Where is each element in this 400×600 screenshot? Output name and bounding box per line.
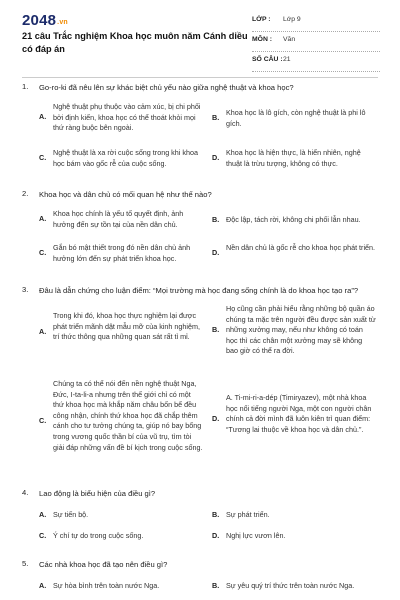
option-letter: A.: [39, 214, 47, 223]
option-letter: D.: [212, 414, 220, 423]
option-text: Chúng ta có thể nói đến nền nghệ thuật Nga, Đức, I-ta-li-a nhưng trên thế giới chỉ có một thứ khoa học mà khắp năm châu bốn bể đều công nhận, chính thứ khoa học đã chắp thêm cánh cho tư tưởng chúng ta, giúp nó bay bổng trong vương quốc thần bí của vũ trụ, tìm tòi giải đáp những vấn đề bí kịch trong cuộc sống.: [53, 379, 203, 452]
option-letter: C.: [39, 248, 47, 257]
logo-main: 2048: [22, 12, 57, 29]
meta-count-label: SỐ CÂU :: [252, 56, 283, 63]
document-title: 21 câu Trắc nghiệm Khoa học muôn năm Cánh diều có đáp án: [22, 31, 248, 54]
header: [0, 0, 400, 74]
option-text: Khoa học là hiện thực, là hiển nhiên, nghệ thuật là trừu tượng, không có thực.: [226, 148, 361, 168]
option-letter: A.: [39, 510, 47, 519]
option-text: Khoa học chính là yếu tố quyết định, ảnh hưởng đến sự tồn tại của nền dân chủ.: [53, 209, 184, 229]
question-text: Các nhà khoa học đã tạo nên điều gì?: [39, 560, 168, 569]
option-text: Sự yêu quý trí thức trên toàn nước Nga.: [226, 581, 355, 590]
option-text: Sự tiến bộ.: [53, 510, 89, 519]
option-text: Nghị lực vươn lên.: [226, 531, 286, 540]
option-text: Sự hòa bình trên toàn nước Nga.: [53, 581, 160, 590]
option-letter: B.: [212, 325, 220, 334]
meta-class-row: [252, 12, 380, 32]
question-number: 2.: [22, 189, 29, 198]
option-text: Khoa học là lô gích, còn nghệ thuật là phi lô gích.: [226, 108, 366, 128]
option-text: Ý chí tự do trong cuộc sống.: [53, 531, 144, 540]
option-letter: B.: [212, 510, 220, 519]
option-letter: D.: [212, 153, 220, 162]
meta-subject-value: Văn: [283, 36, 296, 43]
option-text: A. Ti-mi-ri-a-dép (Timiryazev), một nhà khoa học nổi tiếng người Nga, một con người chân chính cả đời mình đã luôn kiên trì quan điểm: “Tương lai thuộc về khoa học và dân chủ.”.: [226, 393, 372, 434]
question-text: Đâu là dẫn chứng cho luận điểm: “Mọi trường mà học đang sống chính là do khoa học tạo ra”?: [39, 286, 359, 295]
site-logo[interactable]: [22, 12, 68, 29]
option-letter: C.: [39, 531, 47, 540]
option-letter: B.: [212, 215, 220, 224]
meta-info: [252, 12, 380, 72]
option-text: Gắn bó mật thiết trong đó nền dân chủ ảnh hưởng lớn đến sự phát triển khoa học.: [53, 243, 191, 263]
option-letter: B.: [212, 113, 220, 122]
meta-subject-label: MÔN :: [252, 36, 273, 43]
question-number: 1.: [22, 82, 29, 91]
option-text: Độc lập, tách rời, không chi phối lẫn nhau.: [226, 215, 361, 224]
option-text: Nghệ thuật là xa rời cuộc sống trong khi khoa học bám vào gốc rễ của cuộc sống.: [53, 148, 198, 168]
option-letter: C.: [39, 416, 47, 425]
header-divider: [22, 77, 378, 78]
option-letter: D.: [212, 531, 220, 540]
option-letter: D.: [212, 248, 220, 257]
meta-class-label: LỚP :: [252, 16, 271, 23]
meta-count-row: [252, 52, 380, 72]
option-letter: B.: [212, 581, 220, 590]
question-text: Go-ro-ki đã nêu lên sự khác biệt chủ yếu nào giữa nghệ thuật và khoa học?: [39, 83, 294, 92]
option-text: Họ cũng cần phải hiểu rằng những bộ quần áo chúng ta mặc trên người đều được sản xuất từ những xưởng may, nếu như không có toán học thì các chân một xưởng may sẽ không bao giờ có thể ra đời.: [226, 304, 376, 356]
logo-tld: .vn: [57, 19, 68, 26]
meta-subject-row: [252, 32, 380, 52]
option-letter: A.: [39, 112, 47, 121]
option-letter: A.: [39, 327, 47, 336]
option-text: Nền dân chủ là gốc rễ cho khoa học phát triển.: [226, 243, 376, 252]
option-text: Sự phát triển.: [226, 510, 270, 519]
option-text: Nghệ thuật phụ thuộc vào cảm xúc, bị chi phối bởi định kiến, khoa học có thể thoát khỏi mọi thứ ràng buộc bên ngoài.: [53, 102, 201, 133]
option-letter: C.: [39, 153, 47, 162]
meta-count-value: 21: [283, 56, 291, 63]
option-text: Trong khi đó, khoa học thực nghiệm lại được phát triển mãnh dật mẫu mỡ của kinh nghiệm, trí thức thông qua những quan sát rất tỉ mỉ.: [53, 311, 200, 342]
question-number: 3.: [22, 285, 29, 294]
option-letter: A.: [39, 581, 47, 590]
question-text: Lao động là biểu hiện của điều gì?: [39, 489, 156, 498]
question-number: 4.: [22, 488, 29, 497]
question-number: 5.: [22, 559, 29, 568]
meta-class-value: Lớp 9: [283, 16, 301, 23]
question-text: Khoa học và dân chủ có mối quan hệ như thế nào?: [39, 190, 212, 199]
